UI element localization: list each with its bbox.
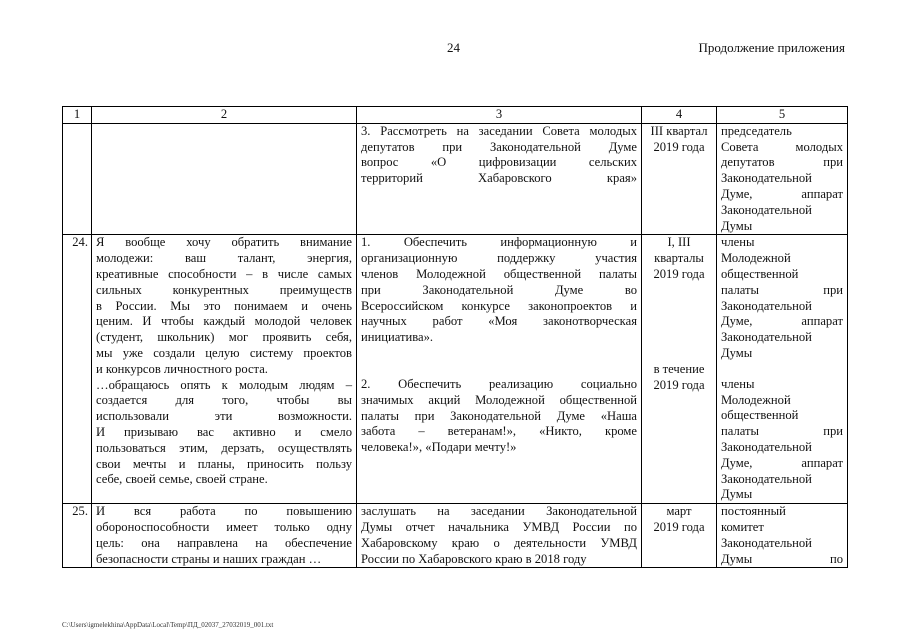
text-line: 2019 года [653, 139, 705, 154]
text-line: кварталы [654, 251, 704, 266]
table-row [63, 123, 848, 235]
text-line: 2. Обеспечить реализацию социально [361, 376, 637, 391]
text-line: ценим. И чтобы каждый молодой человек [96, 314, 352, 329]
text-line: общественной [721, 408, 799, 423]
text-line: человека!», «Подари мечту!» [361, 440, 517, 455]
text-line: безопасности страны и наших граждан … [96, 551, 322, 566]
responsible-cell [717, 504, 848, 568]
text-line: палаты при Законодательной Думе «Наша [361, 408, 637, 423]
text-line: сильных конкурентных преимуществ [96, 282, 352, 297]
column-header: 1 [63, 107, 92, 124]
table-header-row [63, 107, 848, 124]
spacer [361, 346, 637, 377]
text-line: палаты при [721, 282, 843, 297]
text-line: III квартал [650, 123, 708, 138]
deadline-cell [642, 235, 717, 504]
text-line: использовали эти возможности. [96, 409, 352, 424]
row-number: 25. [63, 504, 92, 568]
continuation-label: Продолжение приложения [698, 40, 845, 55]
text-line: 2019 года [653, 266, 705, 281]
text-line: Думы отчет начальника УМВД России по [361, 519, 637, 534]
measure-cell [357, 123, 642, 235]
text-line: Всероссийском конкурсе законопроектов и [361, 298, 637, 313]
text-line: пользоваться этим, дерзать, осуществлять [96, 440, 352, 455]
text-line: забота – ветеранам!», «Никто, кроме [361, 424, 637, 439]
text-line: цель: она направлена на обеспечение [96, 535, 352, 550]
file-path-footer: C:\Users\igmelekhina\AppData\Local\Temp\ПД_02037_27032019_001.txt [62, 621, 274, 629]
text-line: 3. Рассмотреть на заседании Совета молодых [361, 123, 637, 138]
text-line: молодежи: ваш талант, энергия, [96, 251, 352, 266]
table-row [63, 235, 848, 504]
text-line: И вся работа по повышению [96, 504, 352, 519]
text-line: Думы [721, 345, 753, 360]
text-line: председатель [721, 123, 792, 138]
text-line: Законодательной [721, 298, 812, 313]
text-line: и конкурсов личностного роста. [96, 361, 268, 376]
text-line: Законодательной [721, 330, 812, 345]
text-line: (студент, школьник) мог проявить себя, [96, 330, 352, 345]
quote-cell [92, 504, 357, 568]
deadline-cell [642, 123, 717, 235]
deadline-cell [642, 504, 717, 568]
text-line: Законодательной [721, 171, 812, 186]
text-line: Молодежной [721, 392, 791, 407]
text-line: комитет [721, 519, 764, 534]
text-line: члены [721, 235, 755, 250]
text-line: депутатов при Законодательной Думе [361, 139, 637, 154]
text-line: март [666, 504, 692, 519]
text-line: в России. Мы это понимаем и очень [96, 298, 352, 313]
column-header: 3 [357, 107, 642, 124]
text-line: при Законодательной Думе во [361, 282, 637, 297]
column-header: 2 [92, 107, 357, 124]
text-line: Совета молодых [721, 139, 843, 154]
text-line: Законодательной [721, 202, 812, 217]
quote-cell [92, 235, 357, 504]
text-line: членов Молодежной общественной палаты [361, 266, 637, 281]
text-line: значимых акций Молодежной общественной [361, 392, 637, 407]
text-line: заслушать на заседании Законодательной [361, 504, 637, 519]
responsible-cell [717, 235, 848, 504]
text-line: вопрос «О цифровизации сельских [361, 155, 637, 170]
page-number: 24 [447, 40, 460, 55]
text-line: постоянный [721, 504, 786, 519]
spacer [646, 283, 712, 362]
text-line: палаты при [721, 424, 843, 439]
text-line: Думы по [721, 551, 843, 566]
text-line: Законодательной [721, 535, 812, 550]
row-number [63, 123, 92, 235]
text-line: мы уже создали целую систему проектов [96, 345, 352, 360]
text-line: Думе, аппарат [721, 186, 843, 201]
text-line: депутатов при [721, 155, 843, 170]
text-line: Думе, аппарат [721, 314, 843, 329]
text-line: 2019 года [653, 519, 705, 534]
text-line: I, III [667, 235, 691, 250]
text-line: члены [721, 376, 755, 391]
text-line: Думы [721, 218, 753, 233]
text-line: 1. Обеспечить информационную и [361, 235, 637, 250]
text-line: организационную поддержку участия [361, 251, 637, 266]
text-line: Молодежной [721, 251, 791, 266]
text-line: территорий Хабаровского края» [361, 171, 637, 186]
text-line: 2019 года [653, 377, 705, 392]
text-line: себе, своей семье, своей стране. [96, 472, 268, 487]
plan-table [62, 106, 848, 568]
text-line: создается для того, чтобы вы [96, 393, 352, 408]
table-row [63, 504, 848, 568]
spacer [721, 362, 843, 377]
text-line: Думы [721, 487, 753, 502]
text-line: Законодательной [721, 439, 812, 454]
text-line: …обращаюсь опять к молодым людям – [96, 377, 352, 392]
measure-cell [357, 235, 642, 504]
text-line: креативные способности – в числе самых [96, 266, 352, 281]
measure-cell [357, 504, 642, 568]
text-line: свои мечты и планы, приносить пользу [96, 456, 352, 471]
text-line: Законодательной [721, 471, 812, 486]
quote-cell [92, 123, 357, 235]
text-line: Хабаровскому краю о деятельности УМВД [361, 535, 637, 550]
text-line: инициатива». [361, 330, 434, 345]
text-line: Я вообще хочу обратить внимание [96, 235, 352, 250]
row-number: 24. [63, 235, 92, 504]
column-header: 4 [642, 107, 717, 124]
text-line: в течение [653, 361, 705, 376]
text-line: И призываю вас активно и смело [96, 424, 352, 439]
text-line: общественной [721, 266, 799, 281]
text-line: научных работ «Моя законотворческая [361, 314, 637, 329]
text-line: Думе, аппарат [721, 455, 843, 470]
column-header: 5 [717, 107, 848, 124]
text-line: обороноспособности имеет только одну [96, 519, 352, 534]
text-line: России по Хабаровского краю в 2018 году [361, 551, 587, 566]
responsible-cell [717, 123, 848, 235]
